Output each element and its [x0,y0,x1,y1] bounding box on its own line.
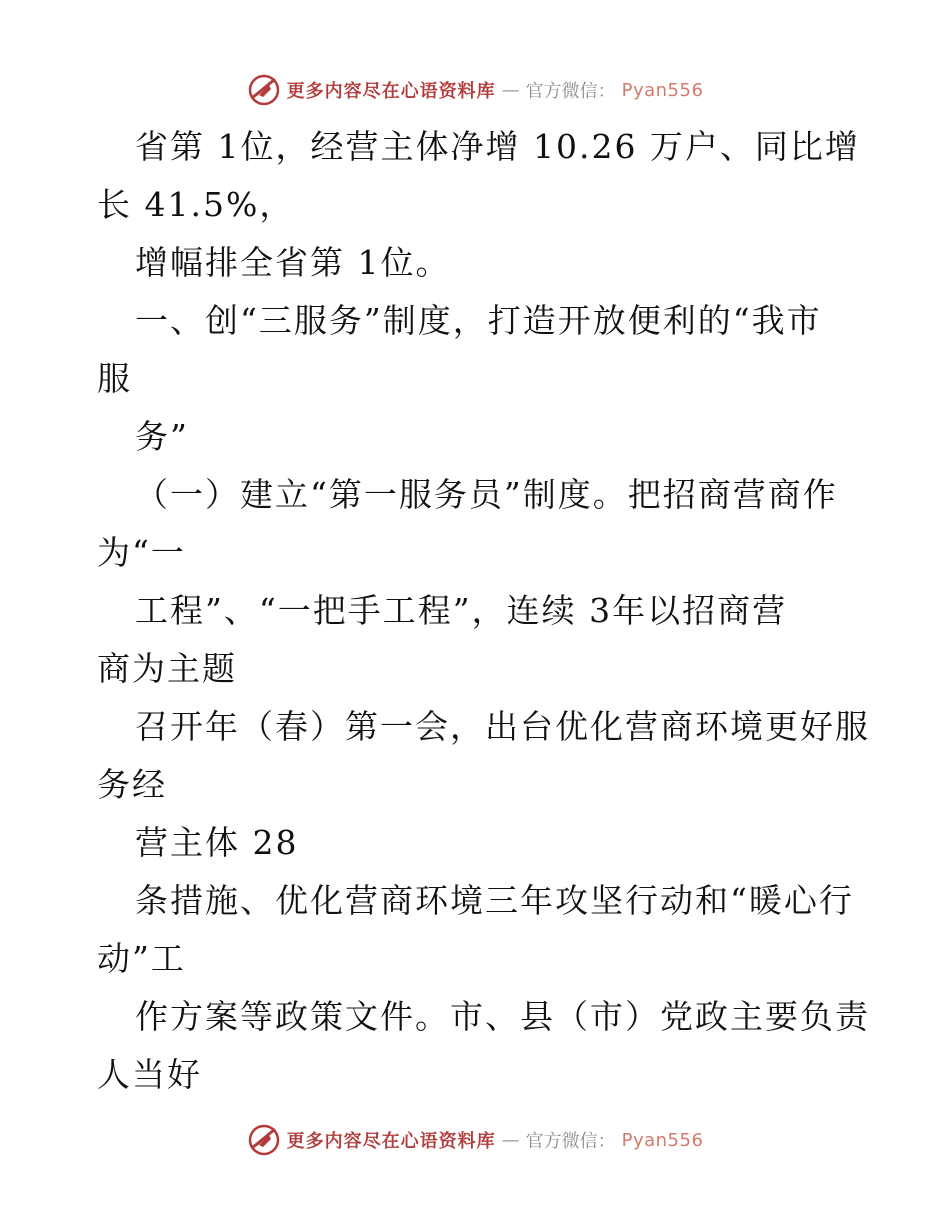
text-line: 条措施、优化营商环境三年攻坚行动和“暖心行 [135,881,854,920]
text-line: 务” [135,417,189,456]
text-line: 增幅排全省第 1位。 [135,243,451,282]
text-line: 召开年（春）第一会，出台优化营商环境更好服 [135,707,870,746]
watermark-main-text: 更多内容尽在心语资料库 [286,1131,496,1152]
text-line: 省第 1位，经营主体净增 10.26 万户、同比增 [135,127,860,166]
text-line: 营主体 28 [135,823,299,862]
watermark-label: 官方微信： [525,81,616,102]
watermark [247,1123,704,1157]
watermark-main-text: 更多内容尽在心语资料库 [286,81,496,102]
text-line: 务经 [97,765,167,804]
pen-logo-icon [247,73,281,107]
pen-logo-icon [247,1123,281,1157]
watermark-id: Pyan556 [621,79,704,101]
text-line: 人当好 [97,1055,202,1094]
watermark-id: Pyan556 [621,1129,704,1151]
watermark-dash: — [501,79,520,101]
watermark-dash: — [501,1129,520,1151]
document-body [97,118,870,1104]
watermark [247,73,704,107]
text-line: 长 41.5%， [97,185,295,224]
text-line: 作方案等政策文件。市、县（市）党政主要负责 [135,997,870,1036]
text-line: 一、创“三服务”制度，打造开放便利的“我市 [135,301,822,340]
text-line: 服 [97,359,132,398]
text-line: 工程”、“一把手工程”，连续 3年以招商营 [135,591,788,630]
watermark-label: 官方微信： [525,1131,616,1152]
text-line: （一）建立“第一服务员”制度。把招商营商作 [135,475,838,514]
header-watermark [0,70,950,110]
footer-watermark [0,1120,950,1160]
text-line: 商为主题 [97,649,237,688]
text-line: 为“一 [97,533,186,572]
text-line: 动”工 [97,939,186,978]
